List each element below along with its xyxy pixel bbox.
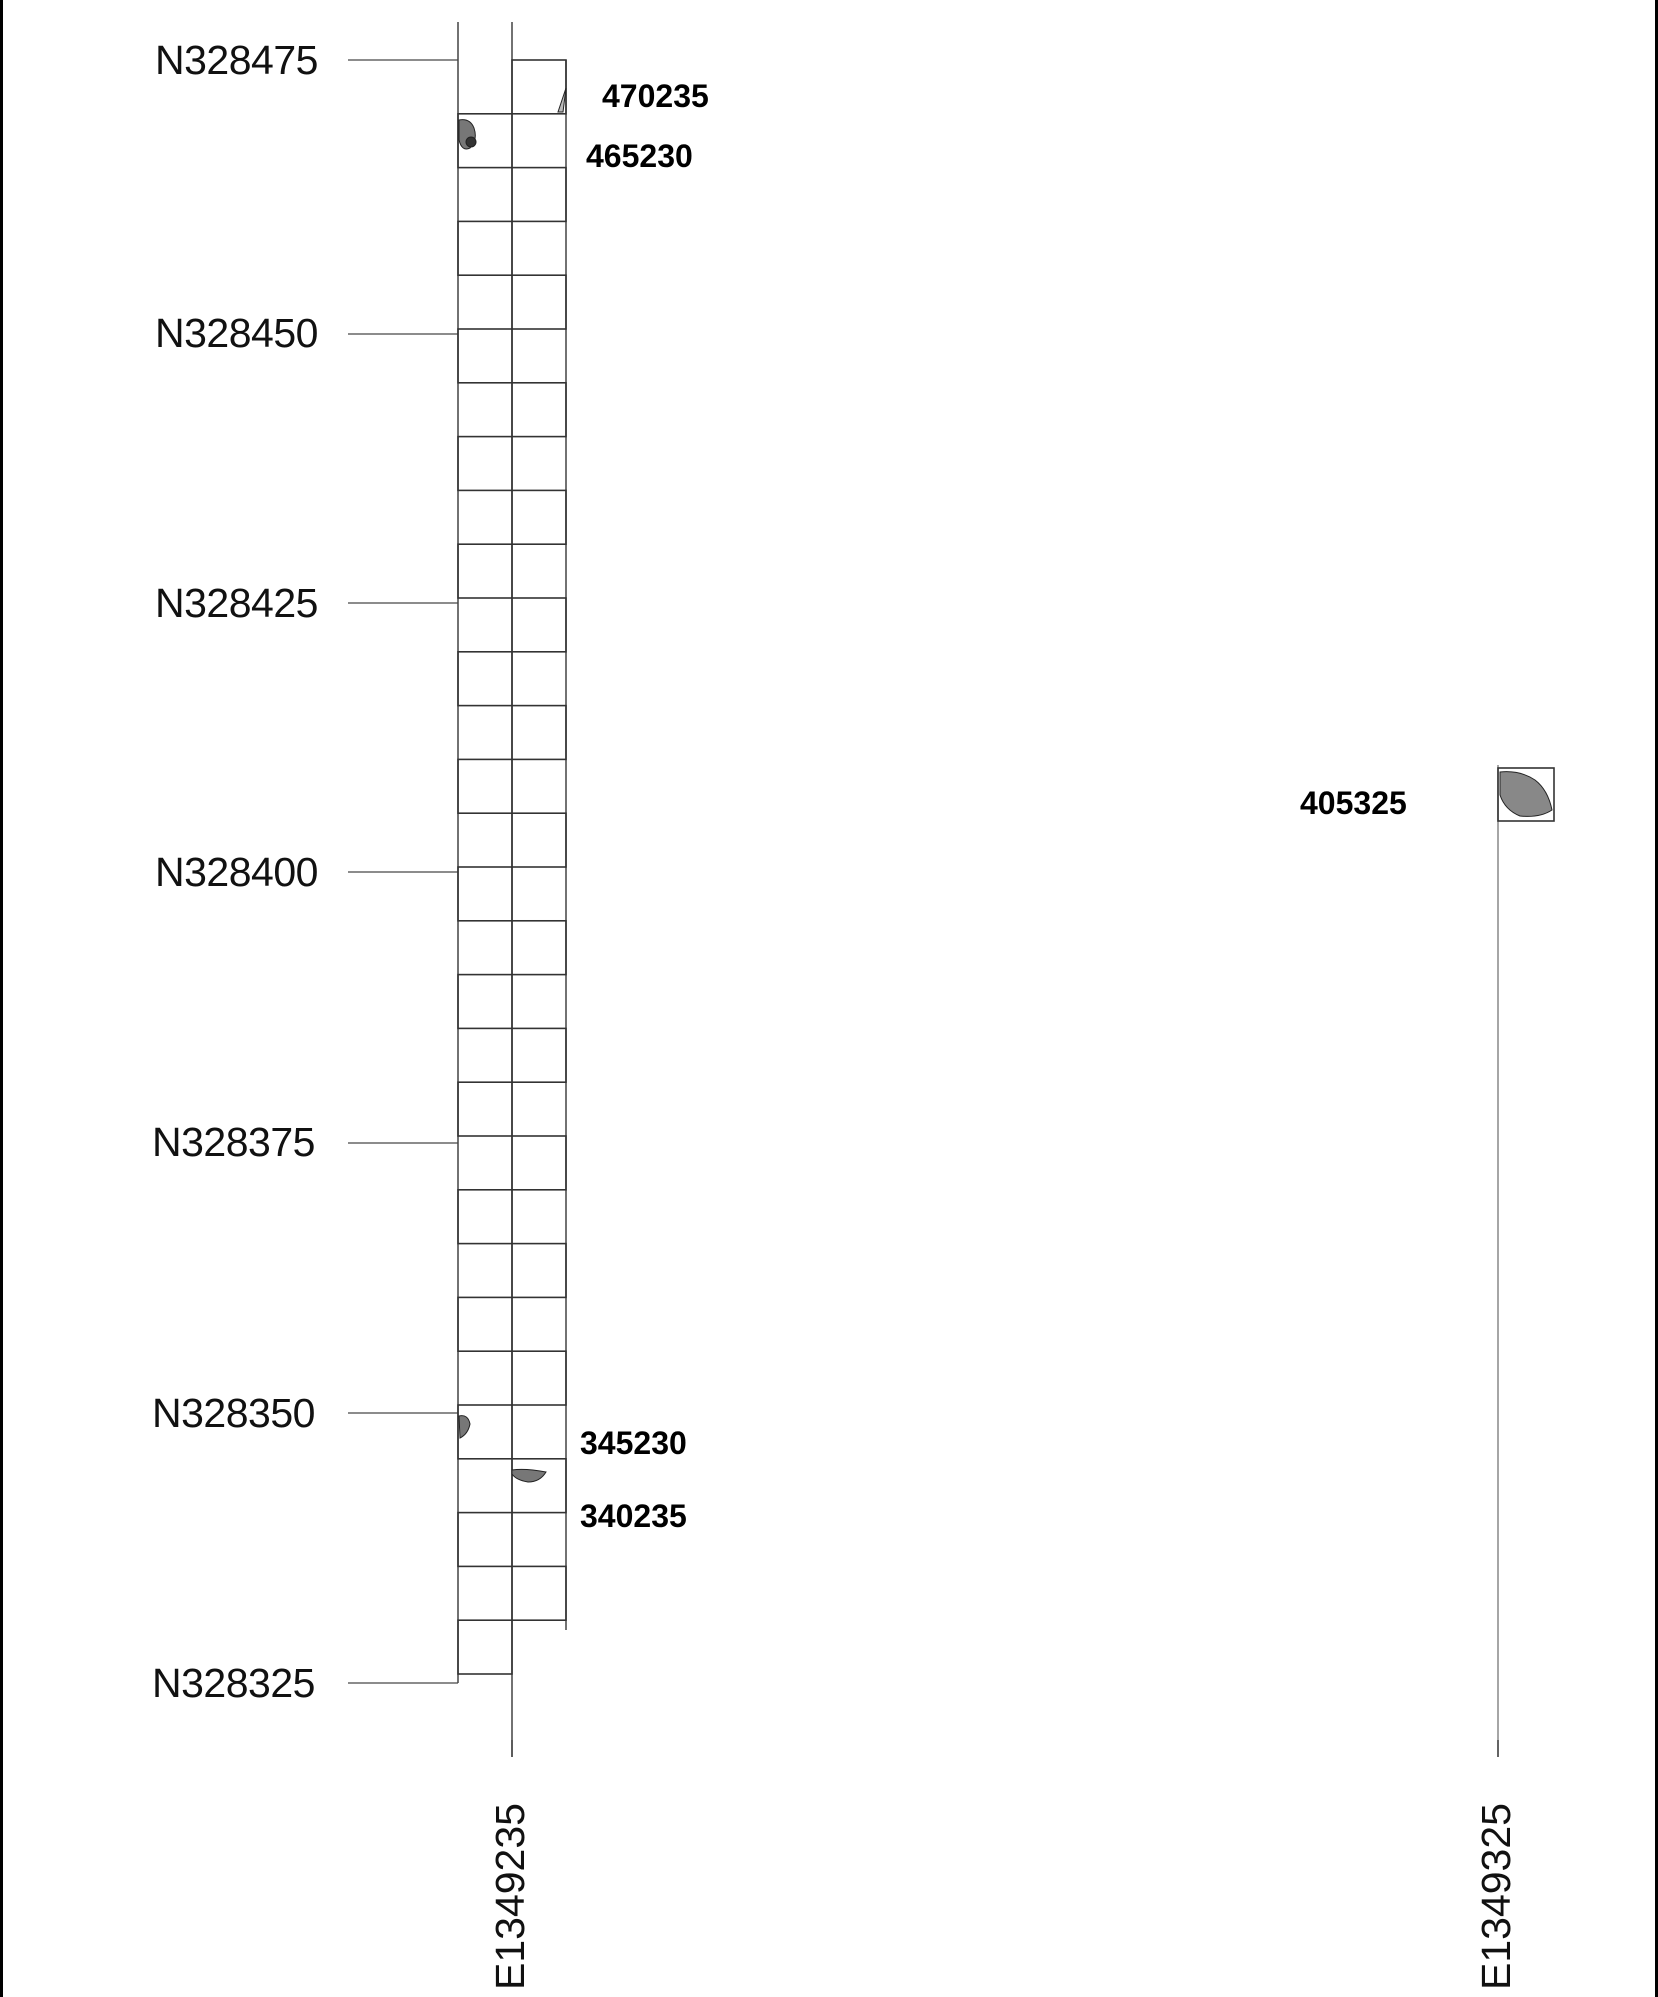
trench-unit xyxy=(512,275,566,329)
unit-label-465230: 465230 xyxy=(586,138,693,174)
trench-unit xyxy=(512,921,566,975)
trench-unit xyxy=(458,1190,512,1244)
northing-leaders xyxy=(348,60,458,1683)
trench-unit xyxy=(512,1351,566,1405)
trench-unit xyxy=(512,60,566,114)
trench-unit xyxy=(512,1566,566,1620)
trench-unit xyxy=(512,1244,566,1298)
stones-340235 xyxy=(512,1469,546,1482)
trench-unit xyxy=(512,168,566,222)
stone-cluster xyxy=(1500,772,1552,817)
easting-label-e1349235: E1349235 xyxy=(487,1803,533,1990)
stones-470235 xyxy=(558,88,566,112)
trench-unit xyxy=(458,437,512,491)
northing-label-n328450: N328450 xyxy=(155,310,318,356)
trench-unit xyxy=(512,1136,566,1190)
stone-465230 xyxy=(466,137,476,147)
trench-unit xyxy=(458,544,512,598)
trench-unit xyxy=(458,1620,512,1674)
northing-label-n328325: N328325 xyxy=(152,1660,315,1706)
trench-unit xyxy=(512,813,566,867)
northing-label-n328375: N328375 xyxy=(152,1119,315,1165)
trench-unit xyxy=(458,975,512,1029)
trench-unit xyxy=(458,1082,512,1136)
northing-label-n328400: N328400 xyxy=(155,849,318,895)
trench-unit xyxy=(458,759,512,813)
easting-label-e1349325: E1349325 xyxy=(1473,1803,1519,1990)
trench-unit xyxy=(512,1028,566,1082)
trench-unit xyxy=(512,383,566,437)
grid-lines xyxy=(458,22,1498,1757)
trench-unit xyxy=(458,1513,512,1567)
trench-units xyxy=(458,60,566,1674)
unit-label-470235: 470235 xyxy=(602,78,709,114)
northing-label-n328425: N328425 xyxy=(155,580,318,626)
trench-unit xyxy=(512,490,566,544)
trench-unit xyxy=(512,1459,566,1513)
trench-unit xyxy=(458,329,512,383)
trench-unit xyxy=(512,706,566,760)
trench-unit xyxy=(512,598,566,652)
unit-label-345230: 345230 xyxy=(580,1425,687,1461)
easting-ticks xyxy=(512,1740,1498,1757)
trench-unit xyxy=(458,1297,512,1351)
unit-405325-square xyxy=(1498,768,1554,821)
trench-unit xyxy=(458,221,512,275)
trench-unit xyxy=(458,652,512,706)
unit-label-340235: 340235 xyxy=(580,1498,687,1534)
trench-unit xyxy=(458,867,512,921)
northing-label-n328350: N328350 xyxy=(152,1390,315,1436)
northing-label-n328475: N328475 xyxy=(155,37,318,83)
stones-345230 xyxy=(459,1416,470,1438)
unit-label-405325: 405325 xyxy=(1300,785,1407,821)
